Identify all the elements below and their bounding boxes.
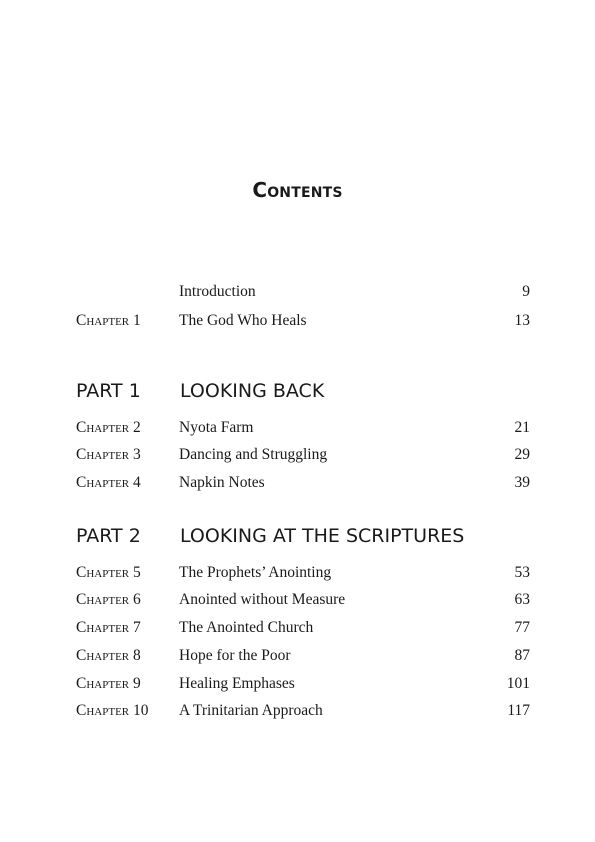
toc-entry-page: 77 <box>514 619 530 636</box>
toc-chapter-label: Chapter 10 <box>76 702 149 719</box>
toc-chapter-label: Chapter 6 <box>76 591 141 608</box>
toc-chapter-label: Chapter 3 <box>76 446 141 463</box>
toc-chapter-label: Chapter 1 <box>76 312 141 329</box>
toc-entry-title: Introduction <box>179 283 256 300</box>
toc-chapter-label: Chapter 2 <box>76 419 141 436</box>
toc-chapter-label: Chapter 9 <box>76 675 141 692</box>
toc-entry-title: The Prophets’ Anointing <box>179 564 332 581</box>
toc-entry-title: A Trinitarian Approach <box>179 702 323 719</box>
toc-entry-title: The Anointed Church <box>179 619 314 636</box>
toc-entry-chapter-10[interactable] <box>76 700 530 722</box>
part-label: PART 2 <box>76 525 141 547</box>
part-title: LOOKING AT THE SCRIPTURES <box>180 525 465 547</box>
toc-entry-page: 39 <box>514 474 530 491</box>
toc-entry-chapter-4[interactable] <box>76 472 530 494</box>
toc-chapter-label: Chapter 4 <box>76 474 141 491</box>
toc-entry-chapter-2[interactable] <box>76 417 530 439</box>
toc-chapter-label: Chapter 7 <box>76 619 141 636</box>
toc-entry-title: Dancing and Struggling <box>179 446 328 463</box>
toc-entry-page: 63 <box>514 591 530 608</box>
toc-entry-chapter-1[interactable] <box>76 310 530 332</box>
toc-entry-title: Nyota Farm <box>179 419 254 436</box>
toc-entry-introduction[interactable] <box>76 281 530 303</box>
toc-entry-page: 117 <box>507 702 530 719</box>
toc-entry-chapter-9[interactable] <box>76 673 530 695</box>
toc-entry-chapter-7[interactable] <box>76 617 530 639</box>
toc-entry-chapter-8[interactable] <box>76 645 530 667</box>
toc-entry-chapter-5[interactable] <box>76 562 530 584</box>
part-label: PART 1 <box>76 380 141 402</box>
toc-entry-chapter-3[interactable] <box>76 444 530 466</box>
part-title: LOOKING BACK <box>180 380 325 402</box>
toc-entry-page: 101 <box>506 675 530 692</box>
toc-entry-page: 87 <box>514 647 530 664</box>
toc-entry-page: 29 <box>514 446 530 463</box>
toc-entry-page: 13 <box>514 312 530 329</box>
toc-entry-page: 9 <box>522 283 530 300</box>
toc-entry-title: Napkin Notes <box>179 474 265 491</box>
toc-chapter-label: Chapter 8 <box>76 647 141 664</box>
toc-entry-chapter-6[interactable] <box>76 589 530 611</box>
page-title: Contents <box>252 178 343 202</box>
toc-chapter-label: Chapter 5 <box>76 564 141 581</box>
toc-entry-title: Anointed without Measure <box>179 591 346 608</box>
toc-entry-title: Healing Emphases <box>179 675 295 692</box>
toc-entry-page: 21 <box>514 419 530 436</box>
toc-entry-title: The God Who Heals <box>179 312 307 329</box>
toc-entry-title: Hope for the Poor <box>179 647 291 664</box>
toc-entry-page: 53 <box>514 564 530 581</box>
